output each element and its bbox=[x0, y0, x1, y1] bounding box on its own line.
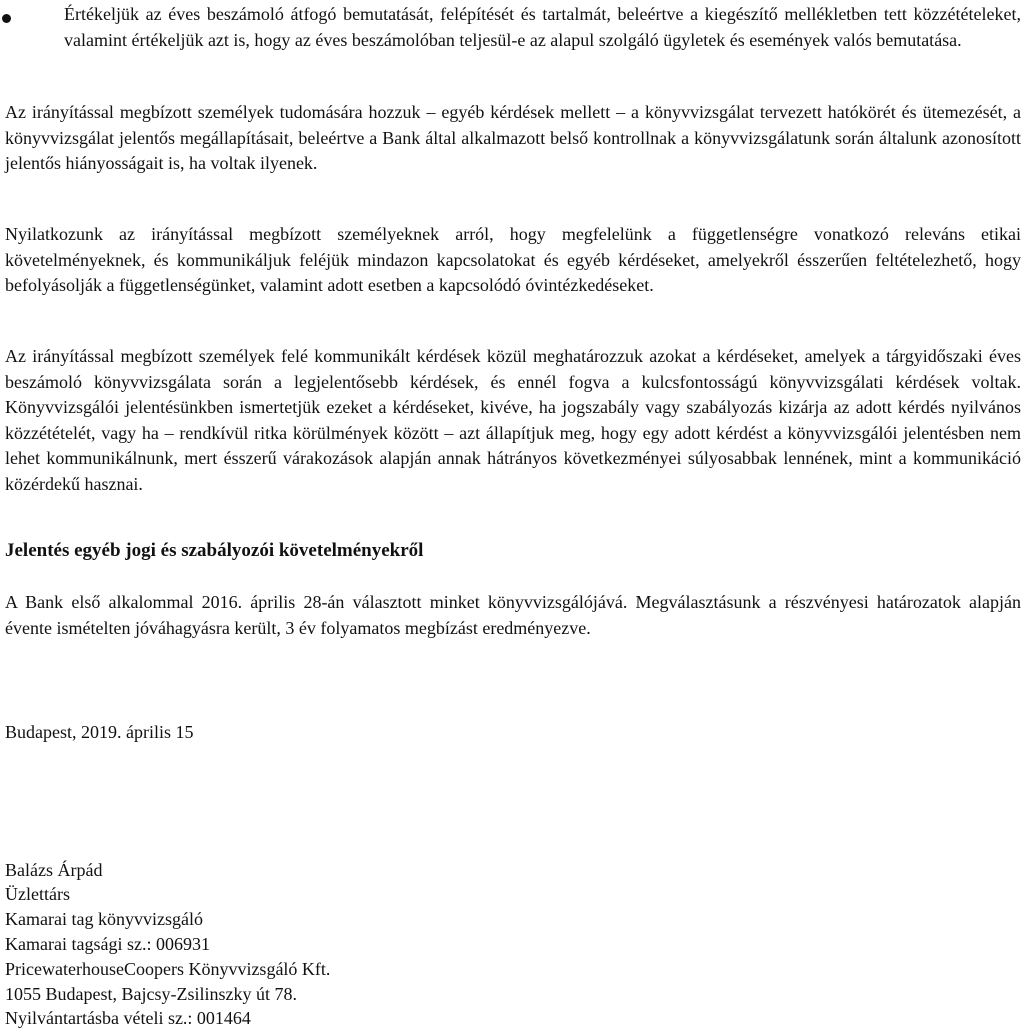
bullet-icon bbox=[2, 14, 11, 23]
signatory-title: Kamarai tag könyvvizsgáló bbox=[5, 909, 203, 929]
place-date: Budapest, 2019. április 15 bbox=[5, 722, 194, 742]
firm-registration: Nyilvántartásba vételi sz.: 001464 bbox=[5, 1008, 251, 1028]
section-heading: Jelentés egyéb jogi és szabályozói követelményekről bbox=[5, 540, 424, 561]
paragraph-communication: Az irányítással megbízott személyek tudomására hozzuk – egyéb kérdések mellett – a könyvvizsgálat tervezett hatókörét és ütemezését, a könyvvizsgálat jelentős megállapításait, beleértve a Bank által alkalmazott belső kontrollnak a könyvvizsgálatunk során általunk azonosított jelentős hiányosságait is, ha voltak ilyenek. bbox=[5, 102, 1021, 173]
paragraph-key-audit-matters: Az irányítással megbízott személyek felé kommunikált kérdések közül meghatározzuk azokat a kérdéseket, amelyek a tárgyidőszaki éves beszámoló könyvvizsgálata során a legjelentősebb kérdések, és ennél fogva a kulcsfontosságú könyvvizsgálati kérdések voltak. Könyvvizsgálói jelentésünkben ismertetjük ezeket a kérdéseket, kivéve, ha jogszabály vagy szabályozás kizárja az adott kérdés nyilvános közzétételét, vagy ha – rendkívül ritka körülmények között – azt állapítjuk meg, hogy egy adott kérdést a könyvvizsgálói jelentésben nem lehet kommunikálnunk, mert ésszerű várakozások alapján annak hátrányos következményei súlyosabbak lennének, mint a kommunikáció közérdekű hasznai. bbox=[5, 346, 1021, 494]
firm-name: PricewaterhouseCoopers Könyvvizsgáló Kft. bbox=[5, 959, 331, 979]
firm-address: 1055 Budapest, Bajcsy-Zsilinszky út 78. bbox=[5, 984, 297, 1004]
paragraph-appointment: A Bank első alkalommal 2016. április 28-án választott minket könyvvizsgálójává. Megválasztásunk a részvényesi határozatok alapján évente ismételten jóváhagyásra került, 3 év folyamatos megbízást eredményezve. bbox=[5, 592, 1021, 638]
signatory-membership: Kamarai tagsági sz.: 006931 bbox=[5, 934, 210, 954]
paragraph-independence: Nyilatkozunk az irányítással megbízott személyeknek arról, hogy megfelelünk a függetlenségre vonatkozó releváns etikai követelményeknek, és kommunikáljuk feléjük mindazon kapcsolatokat és egyéb kérdéseket, amelyekről ésszerűen feltételezhető, hogy befolyásolják a függetlenségünket, valamint adott esetben a kapcsolódó óvintézkedéseket. bbox=[5, 224, 1021, 295]
signatory-role: Üzlettárs bbox=[5, 884, 70, 904]
signatory-name: Balázs Árpád bbox=[5, 860, 103, 880]
bullet-paragraph: Értékeljük az éves beszámoló átfogó bemutatását, felépítését és tartalmát, beleértve a kiegészítő mellékletben tett közzétételeket, valamint értékeljük azt is, hogy az éves beszámolóban teljesül-e az alapul szolgáló ügyletek és események valós bemutatása. bbox=[64, 4, 1021, 50]
